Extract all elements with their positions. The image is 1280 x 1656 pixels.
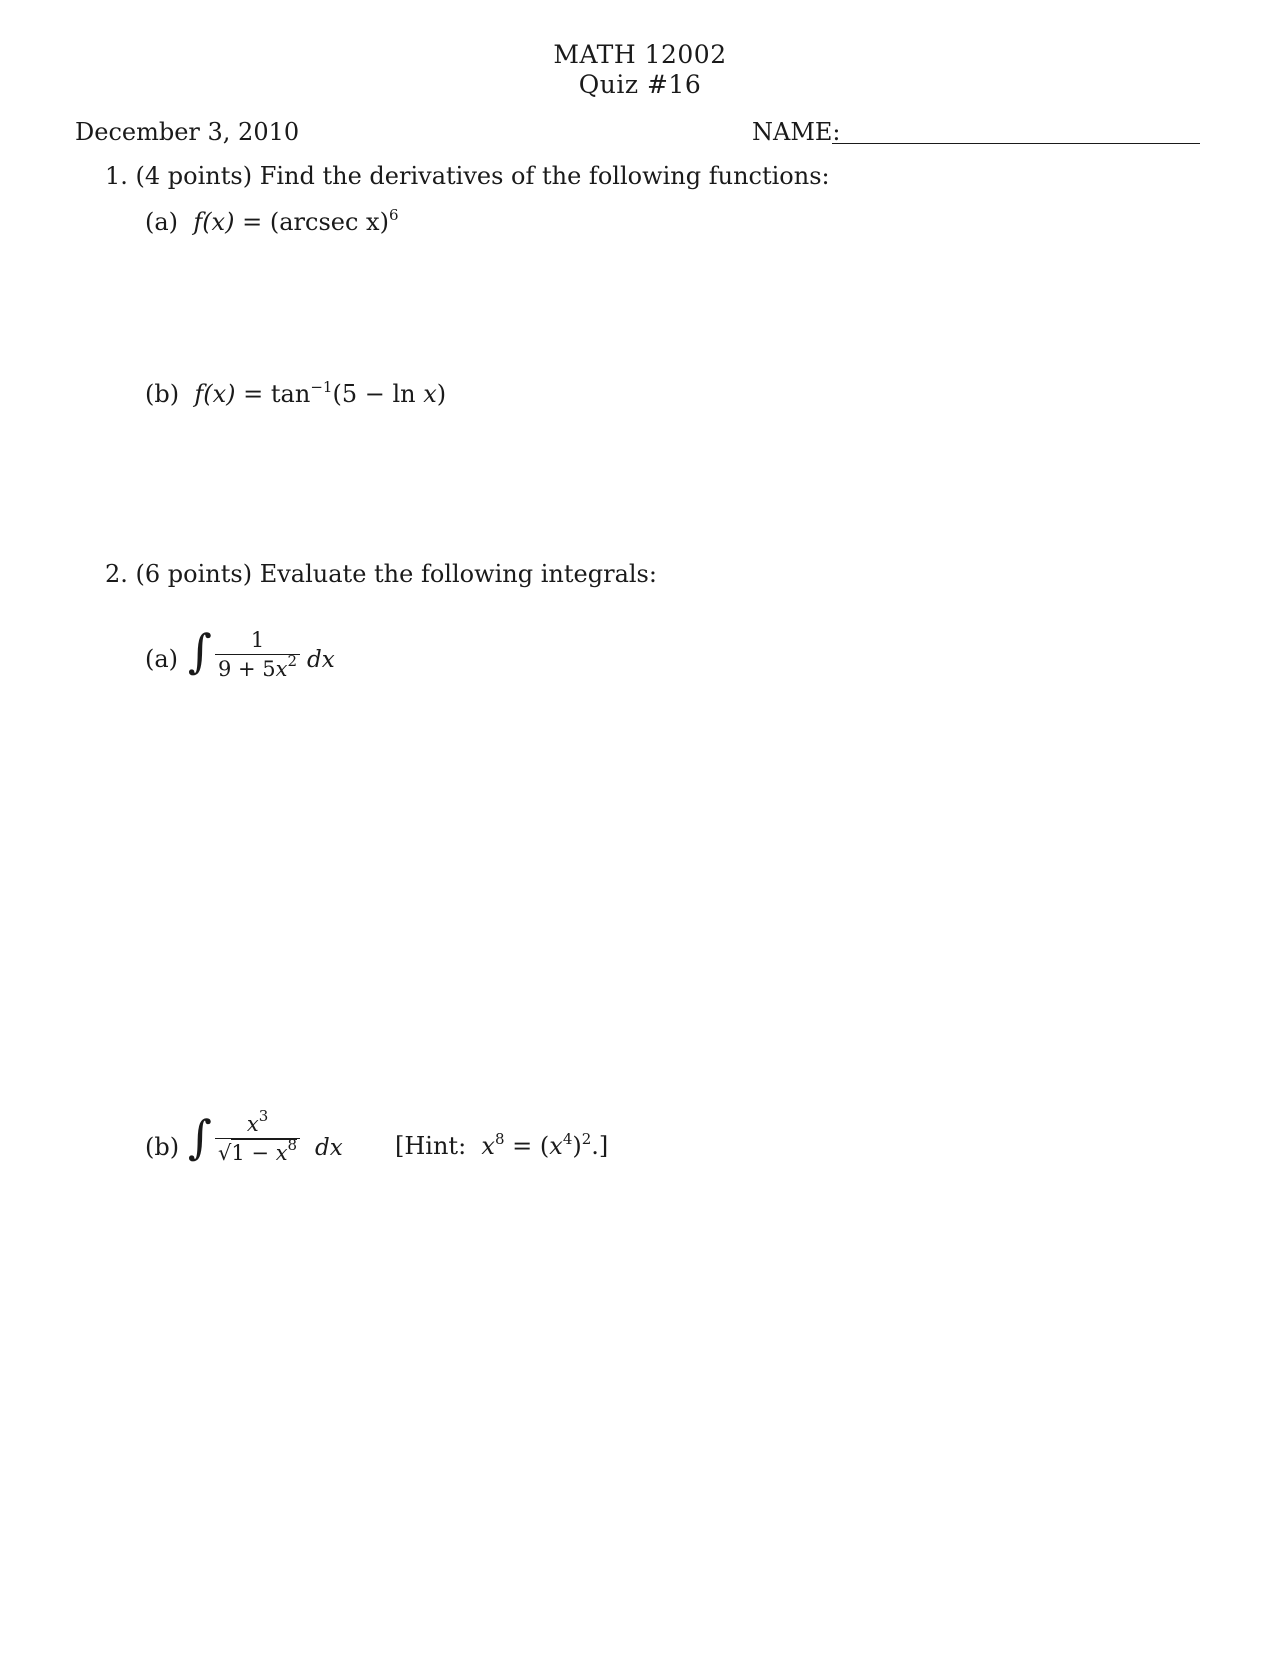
integral-sign-2a: ∫ — [188, 624, 212, 678]
part-label-2a: (a) — [145, 645, 179, 673]
question-1a — [145, 208, 398, 236]
quiz-date: December 3, 2010 — [75, 118, 300, 146]
argument-end: ) — [436, 380, 447, 408]
equals-sign: = — [243, 380, 264, 408]
question-1-number: 1. — [105, 162, 128, 190]
function-lhs: f(x) — [193, 208, 235, 236]
inverse-exponent: −1 — [310, 378, 333, 396]
course-title: MATH 12002 — [553, 40, 727, 69]
name-label: NAME: — [752, 118, 841, 146]
question-1 — [105, 162, 830, 190]
question-2-prompt: Evaluate the following integrals: — [259, 560, 657, 588]
name-blank-line[interactable] — [832, 143, 1200, 144]
hint-2b: [Hint: $x^8 = (x^4)^2$.] — [395, 1130, 609, 1160]
differential-2a: dx — [307, 647, 335, 673]
question-2-points: (6 points) — [135, 560, 253, 588]
question-1b — [145, 380, 446, 408]
question-1-points: (4 points) — [135, 162, 253, 190]
question-1-prompt: Find the derivatives of the following functions: — [259, 162, 830, 190]
argument-start: (5 − ln — [332, 380, 416, 408]
function-lhs: f(x) — [194, 380, 236, 408]
radical-sign: √ — [218, 1141, 232, 1165]
question-2 — [105, 560, 657, 588]
tan-function: tan — [270, 380, 311, 408]
integral-sign-2b: ∫ — [188, 1110, 212, 1164]
argument-variable: x — [423, 380, 437, 408]
denominator: $√1 - x^8$ — [218, 1136, 298, 1165]
part-label: (a) — [145, 208, 179, 236]
numerator: 1 — [250, 628, 265, 652]
equals-sign: = — [242, 208, 263, 236]
fraction-2b — [215, 1107, 300, 1165]
part-label: (b) — [145, 380, 180, 408]
question-2-number: 2. — [105, 560, 128, 588]
quiz-title: Quiz #16 — [578, 70, 702, 99]
part-label-2b: (b) — [145, 1133, 180, 1161]
function-rhs: (arcsec x) — [269, 208, 389, 236]
fraction-2a — [215, 628, 300, 681]
denominator: $9 + 5x^2$ — [218, 652, 298, 681]
numerator: $x^3$ — [246, 1107, 269, 1136]
hint-label: [Hint: — [395, 1132, 467, 1160]
differential-2b: dx — [315, 1135, 343, 1161]
exponent: 6 — [388, 206, 399, 224]
